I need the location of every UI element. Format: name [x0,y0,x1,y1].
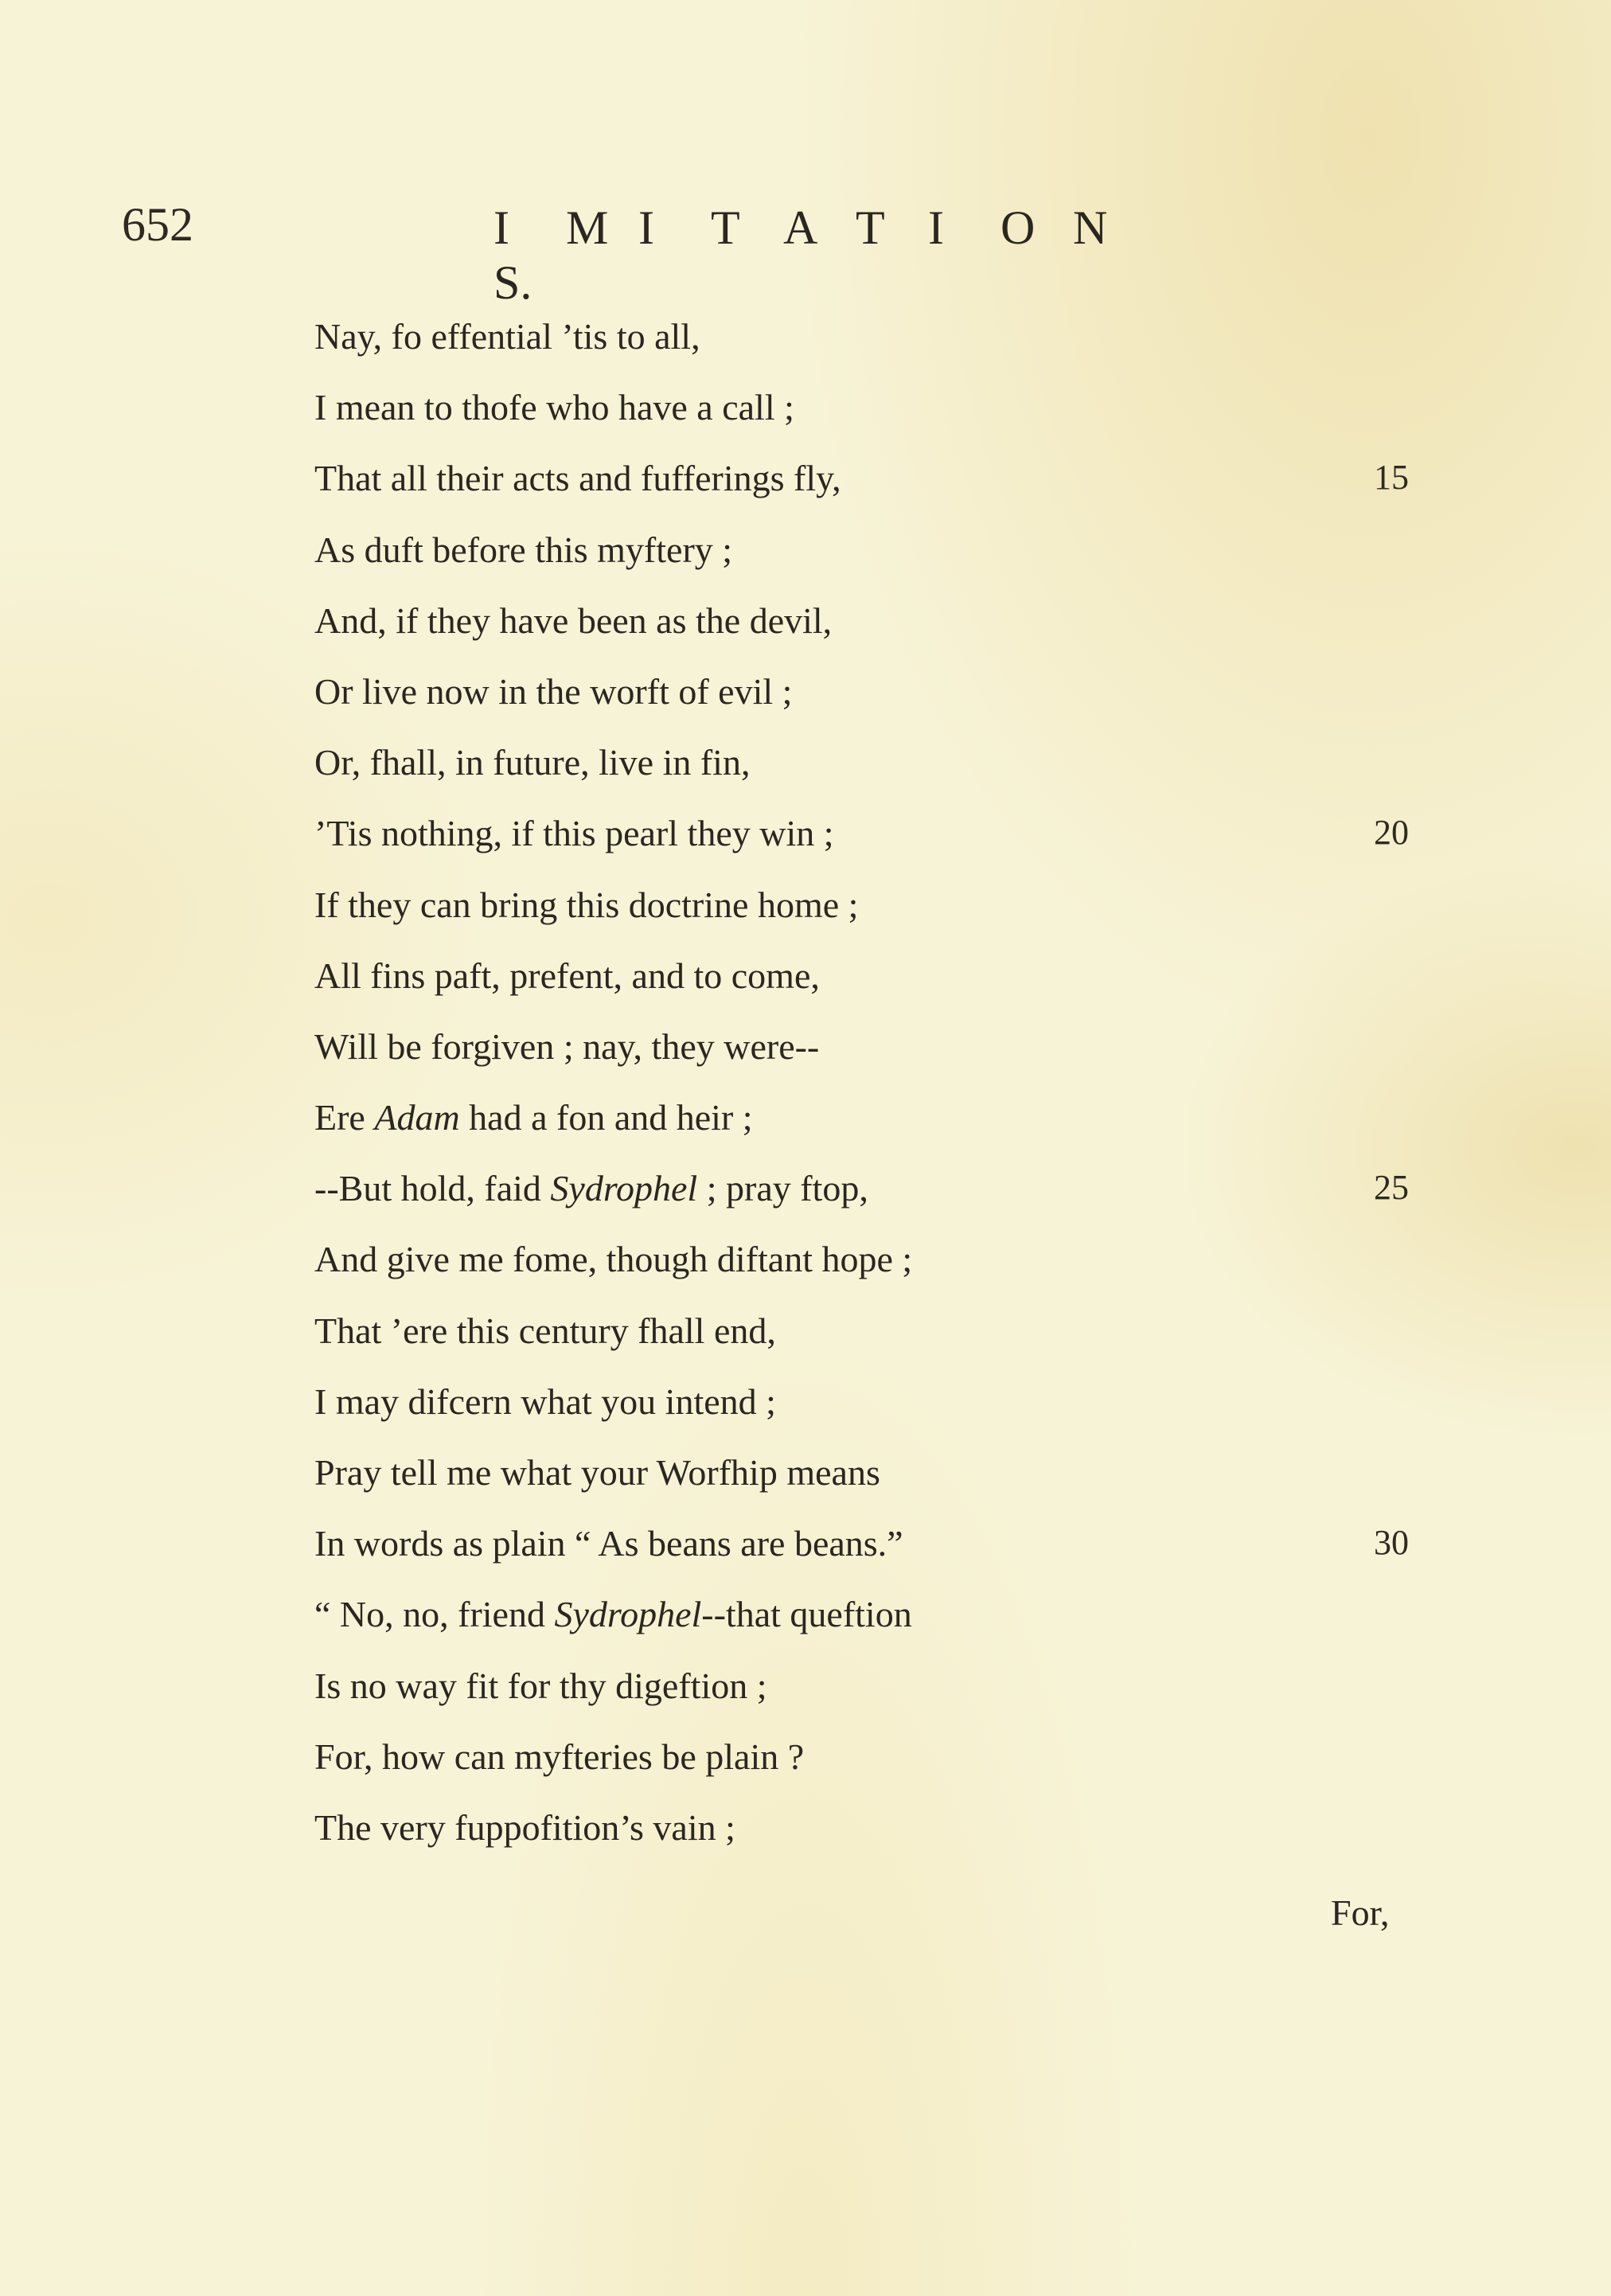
running-title-letter: T [856,201,885,254]
running-title-letter: I [638,201,654,254]
verse-line [314,869,912,940]
verse-line [314,514,912,585]
verse-line [314,1082,912,1153]
verse-text: ’Tis nothing, if this pearl they win ; [314,813,834,854]
verse-line [314,798,912,869]
verse-line [314,585,912,656]
verse-text: “ No, no, friend [314,1594,555,1635]
verse-line [314,1437,912,1508]
verse-italic-name: Adam [374,1097,460,1138]
running-title-letter: N [1073,201,1108,254]
line-number: 15 [1374,458,1409,498]
running-title-letter: A [783,201,818,254]
verse-line [314,1153,912,1224]
page-number: 652 [122,198,193,251]
verse-text: That ’ere this century fhall end, [314,1310,776,1351]
verse-line [314,1366,912,1437]
verse-text: --that queftion [701,1594,912,1635]
verse-text: Will be forgiven ; nay, they were-- [314,1025,820,1067]
verse-line [314,1295,912,1366]
verse-line [314,656,912,727]
line-number: 25 [1374,1168,1409,1208]
running-title-letter: S. [493,256,532,309]
verse-text: That all their acts and fufferings fly, [314,458,841,499]
verse-text: And, if they have been as the devil, [314,599,833,641]
verse-text: Or, fhall, in future, live in fin, [314,742,751,783]
verse-line [314,1508,912,1579]
verse-line [314,940,912,1011]
verse-text: Pray tell me what your Worfhip means [314,1452,880,1493]
verse-text: As duft before this myftery ; [314,529,733,570]
verse-line [314,1792,912,1863]
verse-line [314,1721,912,1792]
catchword: For, [1331,1892,1390,1933]
verse-text: I may difcern what you intend ; [314,1380,776,1422]
verse-text: --But hold, faid [314,1168,551,1209]
verse-text: The very fuppofition’s vain ; [314,1806,735,1848]
running-title-letter: O [1001,201,1036,254]
line-number: 30 [1374,1523,1409,1563]
verse-text: Is no way fit for thy digeftion ; [314,1665,767,1706]
running-title-letter: M [566,201,609,254]
running-title-letter: I [928,201,944,254]
running-title-letter: I [493,201,509,254]
verse-line [314,443,912,513]
verse-italic-name: Sydrophel [550,1168,698,1209]
verse-text: Or live now in the worft of evil ; [314,670,793,712]
verse-line [314,301,912,372]
verse-text: Ere [314,1097,375,1138]
verse-text: All fins paft, prefent, and to come, [314,955,820,996]
verse-text: had a fon and heir ; [459,1097,753,1138]
verse-text: And give me fome, though diftant hope ; [314,1239,913,1280]
verse-text: In words as plain “ As beans are beans.” [314,1523,903,1564]
verse-text: ; pray ftop, [697,1168,868,1209]
running-title-letter: T [711,201,740,254]
verse-line [314,1011,912,1082]
verse-line [314,1650,912,1721]
verse-line [314,372,912,443]
verse-text: Nay, fo effential ’tis to all, [314,316,700,357]
verse-text: For, how can myfteries be plain ? [314,1736,805,1777]
running-title [493,201,1210,310]
verse-italic-name: Sydrophel [554,1594,702,1635]
verse-text: I mean to thofe who have a call ; [314,387,794,428]
verse-text: If they can bring this doctrine home ; [314,884,859,925]
poem-verse [314,301,912,1863]
verse-line [314,727,912,798]
verse-line [314,1224,912,1294]
line-number: 20 [1374,813,1409,853]
verse-line [314,1579,912,1650]
